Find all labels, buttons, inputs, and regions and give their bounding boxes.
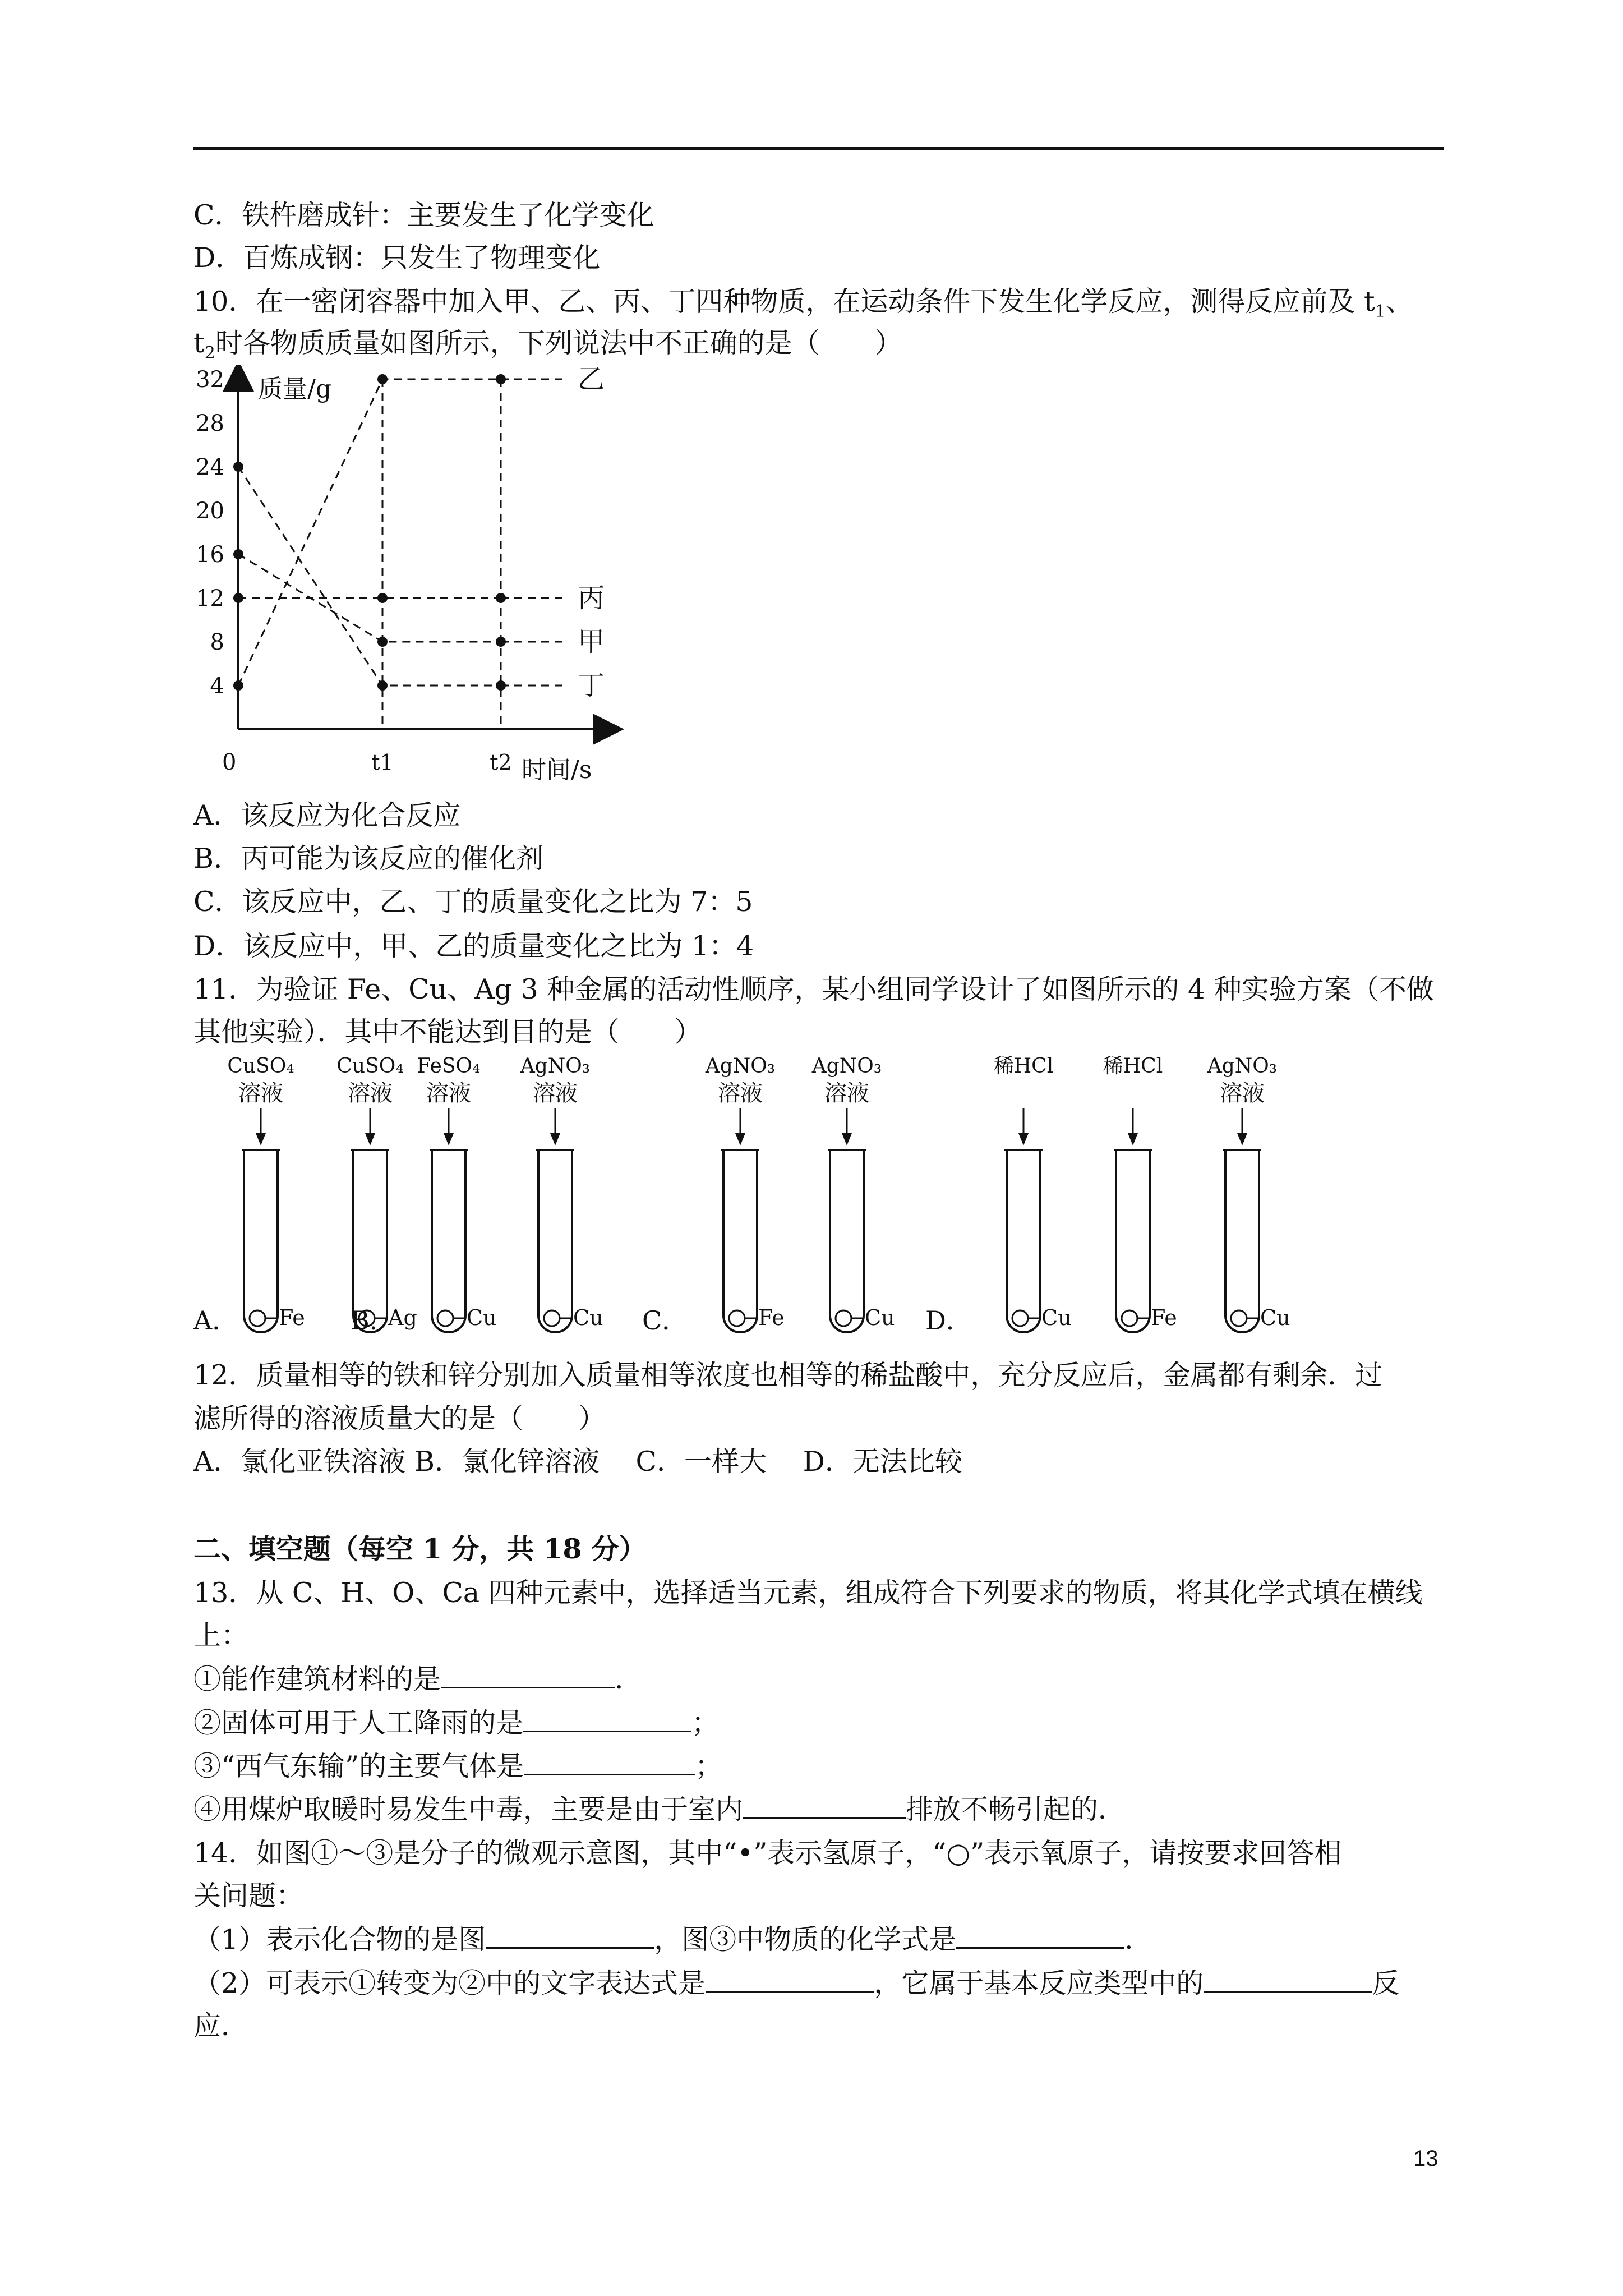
- arrow-head: [550, 1133, 560, 1145]
- y-tick-label: 16: [196, 542, 224, 568]
- y-tick-label: 28: [196, 411, 224, 436]
- metal-label: Fe: [1151, 1305, 1177, 1330]
- option-letter: B．: [351, 1305, 395, 1336]
- data-point: [233, 593, 243, 603]
- test-tube: [1225, 1150, 1259, 1332]
- x-axis-label: 时间/s: [522, 756, 592, 784]
- q13-item-3-text: ③“西气东输”的主要气体是: [193, 1750, 524, 1782]
- test-tube-figure: [185, 1049, 1475, 1346]
- q14-part-1-text: （1）表示化合物的是图: [193, 1924, 486, 1955]
- y-tick-label: 24: [196, 454, 224, 480]
- data-point: [377, 637, 388, 647]
- arrow-head: [735, 1133, 745, 1145]
- arrow-head: [1128, 1133, 1138, 1145]
- x-tick-label: t1: [371, 750, 394, 775]
- q10-stem-comma: 、: [1385, 286, 1413, 318]
- q13-item-3: [193, 1747, 722, 1786]
- test-tube: [830, 1150, 864, 1332]
- test-tube: [1007, 1150, 1040, 1332]
- series-label: 乙: [578, 365, 605, 395]
- reagent-label: 溶液: [533, 1080, 578, 1106]
- reagent-label: CuSO₄: [227, 1055, 294, 1078]
- data-point: [233, 549, 243, 559]
- reagent-label: 溶液: [718, 1080, 763, 1106]
- option-letter: A．: [193, 1305, 238, 1336]
- reagent-label: 稀HCl: [1103, 1055, 1163, 1078]
- answer-blank[interactable]: [743, 1792, 906, 1819]
- metal-label: Fe: [758, 1305, 785, 1330]
- data-points: [233, 374, 506, 691]
- x-tick-label: t2: [490, 750, 512, 775]
- data-point: [496, 680, 506, 691]
- q11-stem-line2: 其他实验）．其中不能达到目的是（ ）: [193, 1016, 702, 1048]
- y-tick-label: 20: [196, 498, 224, 524]
- series-line-丁: [238, 467, 501, 685]
- test-tube: [723, 1150, 757, 1332]
- punct: ．: [1124, 1924, 1152, 1955]
- y-tick-label: 12: [196, 586, 224, 611]
- q10-t2-subscript: 2: [204, 343, 215, 363]
- q14-part-2: [193, 1964, 1399, 2003]
- reagent-label: 溶液: [238, 1080, 283, 1106]
- q10-t2-letter: t: [193, 327, 205, 359]
- series-label: 甲: [578, 626, 605, 657]
- q13-stem-line2: 上：: [193, 1619, 249, 1651]
- y-tick-label: 32: [196, 367, 224, 393]
- series-label: 丙: [578, 582, 605, 614]
- arrow-head: [1018, 1133, 1029, 1145]
- data-point: [496, 374, 506, 384]
- q13-item-2-text: ②固体可用于人工降雨的是: [193, 1707, 524, 1739]
- q14-part-1: [193, 1921, 1152, 1959]
- q11-stem-line1: 11．为验证 Fe、Cu、Ag 3 种金属的活动性顺序，某小组同学设计了如图所示的 4 种实验方案（不做: [193, 973, 1434, 1005]
- q14-part-2-text: （2）可表示①转变为②中的文字表达式是: [193, 1967, 706, 1999]
- punct: ；: [695, 1750, 723, 1782]
- option-letter: D．: [925, 1305, 972, 1336]
- metal-label: Cu: [865, 1305, 895, 1330]
- q14-part-1-text2: ，图③中物质的化学式是: [654, 1924, 957, 1955]
- answer-blank[interactable]: [956, 1922, 1124, 1949]
- metal-label: Ag: [388, 1305, 417, 1330]
- metal-label: Fe: [279, 1305, 305, 1330]
- series-labels: [578, 365, 605, 701]
- q14-stem-line1: 14．如图①～③是分子的微观示意图，其中“•”表示氢原子，“○”表示氧原子，请按要求回答相: [193, 1837, 1342, 1869]
- arrow-head: [842, 1133, 852, 1145]
- q12-stem-line2: 滤所得的溶液质量大的是（ ）: [193, 1402, 606, 1434]
- option-group: [925, 1055, 1290, 1336]
- q10-stem-line1: [193, 283, 1413, 331]
- metal-sample: [729, 1310, 745, 1326]
- q12-stem-line1: 12．质量相等的铁和锌分别加入质量相等浓度也相等的稀盐酸中，充分反应后，金属都有剩余．过: [193, 1359, 1383, 1391]
- data-point: [233, 680, 243, 691]
- data-point: [377, 374, 388, 384]
- metal-sample: [1012, 1310, 1028, 1326]
- answer-blank[interactable]: [523, 1706, 691, 1732]
- answer-blank[interactable]: [486, 1922, 654, 1949]
- arrow-head: [444, 1133, 454, 1145]
- punct: ．: [615, 1663, 643, 1695]
- q10-option-c: C．该反应中，乙、丁的质量变化之比为 7：5: [193, 886, 753, 918]
- data-point: [233, 462, 243, 472]
- reagent-label: AgNO₃: [705, 1055, 776, 1078]
- reagent-label: 溶液: [348, 1080, 393, 1106]
- metal-label: Cu: [573, 1305, 603, 1330]
- y-axis-label: 质量/g: [258, 375, 331, 403]
- metal-sample: [437, 1310, 453, 1326]
- test-tube: [244, 1150, 278, 1332]
- q13-item-1-text: ①能作建筑材料的是: [193, 1663, 441, 1695]
- section-2-title: 二、填空题（每空 1 分，共 18 分）: [193, 1533, 647, 1565]
- reagent-label: AgNO₃: [1207, 1055, 1278, 1078]
- y-tick-labels: [196, 367, 224, 699]
- q10-option-a: A．该反应为化合反应: [193, 799, 461, 831]
- q10-option-b: B．丙可能为该反应的催化剂: [193, 843, 544, 875]
- metal-sample: [836, 1310, 851, 1326]
- option-letter: C．: [642, 1305, 688, 1336]
- q14-part-2-text2: ，它属于基本反应类型中的: [874, 1967, 1204, 1999]
- arrow-head: [256, 1133, 266, 1145]
- q14-stem-line2: 关问题：: [193, 1880, 304, 1912]
- page-number: 13: [1413, 2146, 1438, 2171]
- data-point: [496, 637, 506, 647]
- q14-part-2-text3: 反: [1372, 1967, 1400, 1999]
- series-lines: [238, 379, 566, 729]
- q10-stem-text2: 时各物质质量如图所示，下列说法中不正确的是（ ）: [215, 327, 902, 359]
- y-tick-label: 8: [210, 629, 224, 655]
- header-rule: [193, 147, 1444, 150]
- q9-option-d: D．百炼成钢：只发生了物理变化: [193, 242, 601, 274]
- metal-sample: [250, 1310, 265, 1326]
- q10-stem-text: 10．在一密闭容器中加入甲、乙、丙、丁四种物质，在运动条件下发生化学反应，测得反应前及 t: [193, 286, 1375, 318]
- reagent-label: CuSO₄: [336, 1055, 404, 1078]
- test-tube: [538, 1150, 572, 1332]
- q10-t1-subscript: 1: [1375, 301, 1386, 321]
- answer-blank[interactable]: [524, 1749, 695, 1775]
- q9-option-c: C．铁杵磨成针：主要发生了化学变化: [193, 199, 654, 231]
- q13-stem-line1: 13．从 C、H、O、Ca 四种元素中，选择适当元素，组成符合下列要求的物质，将其化学式填在横线: [193, 1577, 1423, 1609]
- series-label: 丁: [578, 670, 605, 701]
- reagent-label: AgNO₃: [811, 1055, 882, 1078]
- test-tube: [432, 1150, 465, 1332]
- metal-sample: [544, 1310, 560, 1326]
- reagent-label: 溶液: [824, 1080, 869, 1106]
- reagent-label: 溶液: [426, 1080, 471, 1106]
- option-group: [642, 1055, 895, 1336]
- series-line-乙: [238, 379, 501, 685]
- mass-time-chart: [185, 365, 634, 802]
- q12-options: A．氯化亚铁溶液 B．氯化锌溶液 C．一样大 D．无法比较: [193, 1446, 962, 1478]
- test-tube: [1116, 1150, 1150, 1332]
- answer-blank[interactable]: [441, 1662, 615, 1688]
- option-group: [193, 1055, 417, 1336]
- reagent-label: 溶液: [1220, 1080, 1265, 1106]
- arrow-head: [1237, 1133, 1247, 1145]
- x-tick-labels: [371, 750, 511, 775]
- data-point: [377, 593, 388, 603]
- reagent-label: AgNO₃: [520, 1055, 591, 1078]
- q13-item-1: [193, 1660, 642, 1699]
- punct: ；: [691, 1707, 720, 1739]
- punct: 排放不畅引起的．: [906, 1793, 1126, 1825]
- metal-label: Cu: [467, 1305, 497, 1330]
- q13-item-4: [193, 1791, 1126, 1829]
- metal-label: Cu: [1260, 1305, 1290, 1330]
- metal-sample: [1231, 1310, 1247, 1326]
- data-point: [496, 593, 506, 603]
- metal-label: Cu: [1041, 1305, 1072, 1330]
- reagent-label: FeSO₄: [417, 1055, 481, 1078]
- q14-part-2-cont: 应．: [193, 2010, 249, 2042]
- reagent-label: 稀HCl: [993, 1055, 1054, 1078]
- answer-blank[interactable]: [706, 1966, 874, 1993]
- y-tick-label: 4: [210, 673, 224, 699]
- metal-sample: [1122, 1310, 1137, 1326]
- q13-item-2: [193, 1704, 719, 1742]
- data-point: [377, 680, 388, 691]
- origin-label: 0: [222, 749, 237, 775]
- answer-blank[interactable]: [1204, 1966, 1372, 1993]
- q13-item-4-text: ④用煤炉取暖时易发生中毒，主要是由于室内: [193, 1793, 744, 1825]
- arrow-head: [365, 1133, 375, 1145]
- q10-option-d: D．该反应中，甲、乙的质量变化之比为 1：4: [193, 930, 754, 962]
